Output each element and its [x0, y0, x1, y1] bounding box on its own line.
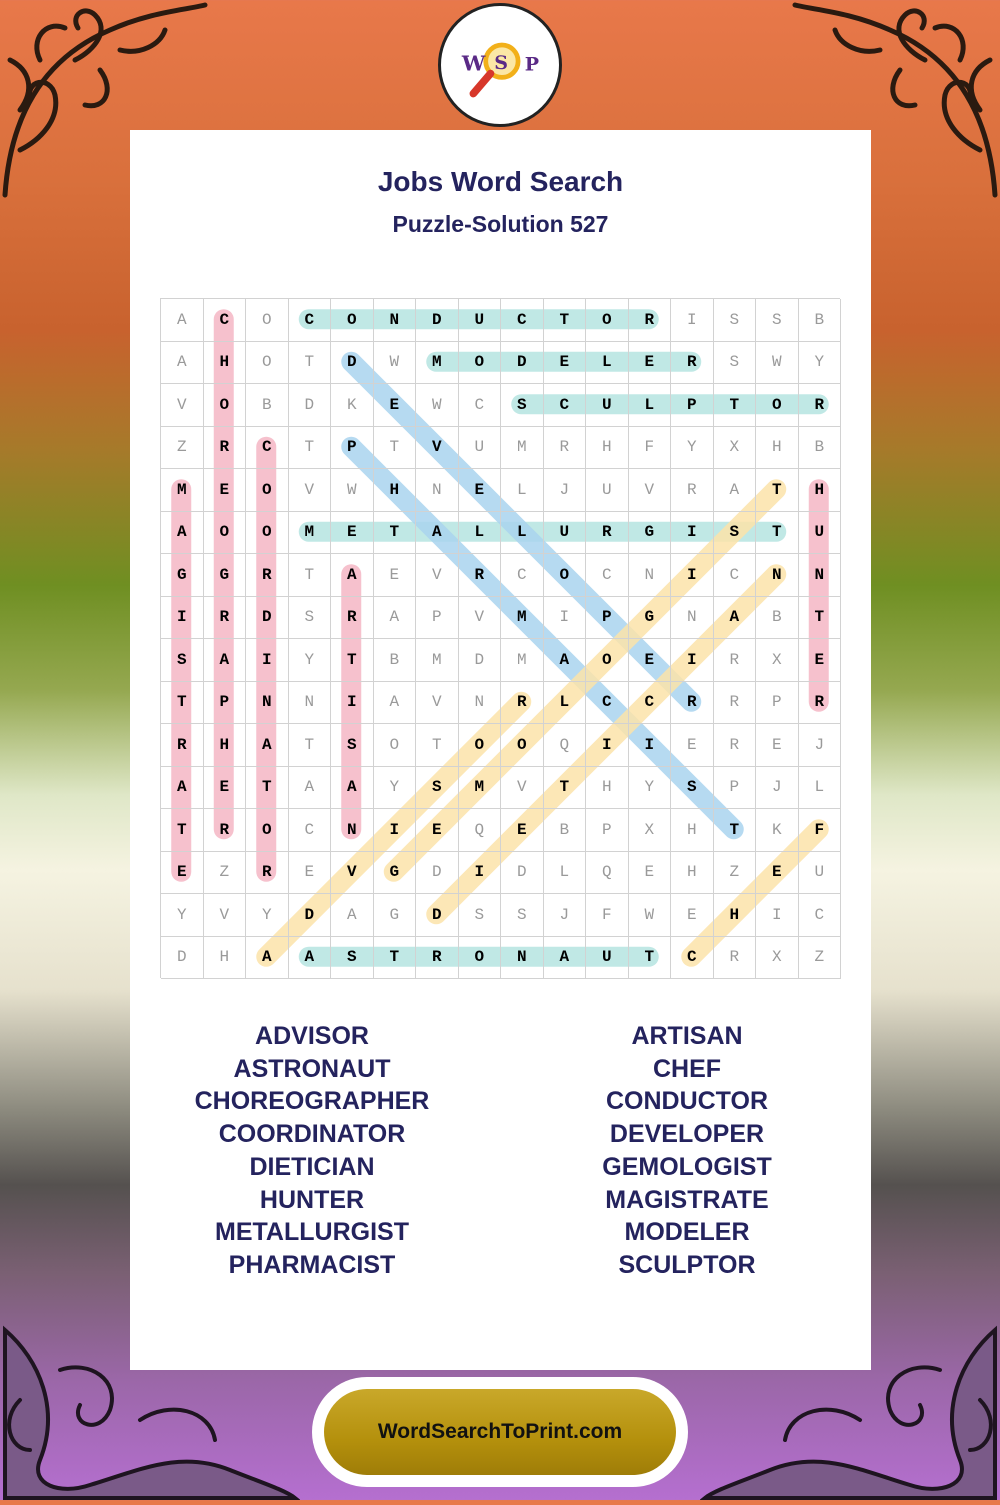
- grid-cell: T: [161, 809, 204, 852]
- grid-cell: O: [586, 299, 629, 342]
- grid-cell: O: [204, 384, 247, 427]
- grid-cell: A: [374, 682, 417, 725]
- grid-cell: B: [799, 427, 842, 470]
- footer-pill: [312, 1377, 688, 1487]
- grid-cell: Z: [714, 852, 757, 895]
- grid-cell: M: [416, 342, 459, 385]
- grid-cell: O: [501, 724, 544, 767]
- grid-cell: A: [161, 767, 204, 810]
- word-list-item: CONDUCTOR: [605, 1087, 769, 1116]
- grid-cell: F: [629, 427, 672, 470]
- grid-cell: N: [289, 682, 332, 725]
- grid-cell: D: [459, 639, 502, 682]
- grid-cell: D: [501, 852, 544, 895]
- word-list-item: ASTRONAUT: [233, 1054, 391, 1083]
- grid-cell: J: [544, 894, 587, 937]
- grid-cell: H: [586, 767, 629, 810]
- grid-cell: C: [714, 554, 757, 597]
- grid-cell: V: [204, 894, 247, 937]
- grid-cell: R: [629, 299, 672, 342]
- grid-cell: R: [204, 427, 247, 470]
- grid-cell: G: [629, 597, 672, 640]
- word-list-item: METALLURGIST: [215, 1218, 409, 1247]
- word-list-item: MODELER: [624, 1218, 750, 1247]
- grid-cell: R: [416, 937, 459, 980]
- grid-cell: T: [289, 427, 332, 470]
- word-list-item: HUNTER: [259, 1185, 365, 1214]
- grid-cell: M: [501, 427, 544, 470]
- grid-cell: D: [501, 342, 544, 385]
- grid-cell: B: [756, 597, 799, 640]
- grid-cell: W: [629, 894, 672, 937]
- grid-cell: D: [331, 342, 374, 385]
- grid-cell: O: [756, 384, 799, 427]
- grid-cell: N: [629, 554, 672, 597]
- grid-cell: S: [289, 597, 332, 640]
- grid-cell: S: [756, 299, 799, 342]
- grid-cell: T: [289, 554, 332, 597]
- grid-cell: O: [246, 512, 289, 555]
- grid-cell: R: [161, 724, 204, 767]
- grid-cell: F: [586, 894, 629, 937]
- grid-cell: O: [331, 299, 374, 342]
- grid-cell: Z: [161, 427, 204, 470]
- word-list-item: COORDINATOR: [218, 1120, 406, 1149]
- grid-cell: R: [586, 512, 629, 555]
- grid-cell: I: [671, 512, 714, 555]
- grid-cell: S: [501, 894, 544, 937]
- grid-cell: T: [629, 937, 672, 980]
- grid-cell: C: [289, 809, 332, 852]
- wsp-logo: [438, 3, 562, 127]
- grid-cell: N: [246, 682, 289, 725]
- grid-cell: T: [714, 384, 757, 427]
- grid-cell: I: [671, 554, 714, 597]
- grid-cell: O: [459, 342, 502, 385]
- grid-cell: Z: [799, 937, 842, 980]
- grid-cell: J: [544, 469, 587, 512]
- grid-cell: U: [544, 512, 587, 555]
- grid-cell: E: [374, 384, 417, 427]
- grid-cell: S: [459, 894, 502, 937]
- grid-cell: N: [416, 469, 459, 512]
- grid-cell: D: [289, 384, 332, 427]
- grid-cell: E: [289, 852, 332, 895]
- grid-cell: I: [756, 894, 799, 937]
- grid-cell: L: [501, 469, 544, 512]
- grid-cell: Y: [629, 767, 672, 810]
- grid-cell: R: [204, 809, 247, 852]
- grid-cell: O: [459, 937, 502, 980]
- grid-cell: P: [671, 384, 714, 427]
- grid-cell: N: [799, 554, 842, 597]
- grid-cell: D: [246, 597, 289, 640]
- grid-cell: R: [671, 342, 714, 385]
- grid-cell: T: [289, 342, 332, 385]
- word-list-item: ARTISAN: [631, 1022, 743, 1050]
- grid-cell: L: [501, 512, 544, 555]
- grid-cell: R: [714, 937, 757, 980]
- grid-cell: I: [459, 852, 502, 895]
- word-list-item: CHEF: [652, 1054, 722, 1083]
- grid-cell: G: [629, 512, 672, 555]
- grid-cell: A: [289, 767, 332, 810]
- grid-cell: U: [586, 384, 629, 427]
- grid-cell: A: [246, 724, 289, 767]
- grid-cell: C: [586, 682, 629, 725]
- grid-cell: W: [416, 384, 459, 427]
- grid-cell: E: [544, 342, 587, 385]
- grid-cell: W: [374, 342, 417, 385]
- grid-cell: T: [416, 724, 459, 767]
- grid-cell: A: [544, 937, 587, 980]
- grid-cell: A: [161, 299, 204, 342]
- grid-cell: E: [629, 852, 672, 895]
- grid-cell: D: [416, 852, 459, 895]
- grid-cell: N: [671, 597, 714, 640]
- grid-cell: H: [204, 937, 247, 980]
- grid-cell: F: [799, 809, 842, 852]
- grid-cell: C: [544, 384, 587, 427]
- grid-cell: S: [161, 639, 204, 682]
- grid-cell: C: [459, 384, 502, 427]
- page-subtitle: Puzzle-Solution 527: [392, 211, 609, 237]
- grid-cell: I: [331, 682, 374, 725]
- grid-cell: M: [501, 639, 544, 682]
- grid-cell: Y: [246, 894, 289, 937]
- grid-cell: I: [671, 299, 714, 342]
- grid-cell: H: [671, 852, 714, 895]
- grid-cell: X: [756, 639, 799, 682]
- grid-cell: U: [799, 852, 842, 895]
- grid-cell: W: [756, 342, 799, 385]
- grid-cell: G: [374, 852, 417, 895]
- grid-cell: T: [756, 512, 799, 555]
- grid-cell: H: [714, 894, 757, 937]
- grid-cell: E: [459, 469, 502, 512]
- grid-cell: V: [459, 597, 502, 640]
- grid-cell: Q: [586, 852, 629, 895]
- word-list-item: SCULPTOR: [618, 1250, 756, 1279]
- grid-cell: A: [544, 639, 587, 682]
- grid-cell: E: [629, 342, 672, 385]
- grid-cell: N: [331, 809, 374, 852]
- grid-cell: O: [459, 724, 502, 767]
- page-title: Jobs Word Search: [377, 166, 624, 197]
- grid-cell: X: [714, 427, 757, 470]
- grid-cell: G: [374, 894, 417, 937]
- website-link-button[interactable]: WordSearchToPrint.com: [324, 1389, 676, 1475]
- grid-cell: P: [204, 682, 247, 725]
- grid-cell: A: [714, 597, 757, 640]
- grid-cell: A: [161, 342, 204, 385]
- grid-cell: T: [374, 512, 417, 555]
- grid-cell: C: [629, 682, 672, 725]
- grid-cell: R: [459, 554, 502, 597]
- grid-cell: T: [161, 682, 204, 725]
- grid-cell: O: [246, 342, 289, 385]
- grid-cell: L: [544, 682, 587, 725]
- grid-cell: V: [416, 682, 459, 725]
- grid-cell: O: [246, 809, 289, 852]
- grid-cell: Y: [799, 342, 842, 385]
- grid-cell: B: [246, 384, 289, 427]
- grid-cell: C: [586, 554, 629, 597]
- grid-cell: T: [331, 639, 374, 682]
- grid-cell: E: [161, 852, 204, 895]
- grid-cell: M: [459, 767, 502, 810]
- grid-cell: R: [799, 384, 842, 427]
- grid-cell: N: [501, 937, 544, 980]
- grid-cell: T: [714, 809, 757, 852]
- grid-cell: H: [204, 724, 247, 767]
- grid-cell: U: [799, 512, 842, 555]
- grid-cell: H: [204, 342, 247, 385]
- grid-cell: E: [416, 809, 459, 852]
- grid-cell: L: [544, 852, 587, 895]
- grid-cell: P: [714, 767, 757, 810]
- grid-cell: T: [544, 767, 587, 810]
- grid-cell: V: [416, 554, 459, 597]
- grid-cell: D: [161, 937, 204, 980]
- grid-cell: A: [204, 639, 247, 682]
- grid-cell: C: [204, 299, 247, 342]
- grid-cell: M: [161, 469, 204, 512]
- grid-cell: S: [331, 937, 374, 980]
- grid-cell: I: [374, 809, 417, 852]
- grid-cell: C: [799, 894, 842, 937]
- grid-cell: H: [799, 469, 842, 512]
- grid-cell: B: [799, 299, 842, 342]
- grid-cell: M: [416, 639, 459, 682]
- grid-cell: E: [331, 512, 374, 555]
- grid-cell: C: [501, 299, 544, 342]
- grid-cell: E: [756, 724, 799, 767]
- grid-cell: V: [629, 469, 672, 512]
- grid-cell: O: [544, 554, 587, 597]
- grid-cell: E: [756, 852, 799, 895]
- grid-cell: Y: [161, 894, 204, 937]
- grid-cell: R: [544, 427, 587, 470]
- grid-cell: I: [671, 639, 714, 682]
- grid-cell: D: [416, 894, 459, 937]
- grid-cell: G: [204, 554, 247, 597]
- grid-cell: H: [671, 809, 714, 852]
- grid-cell: R: [671, 682, 714, 725]
- word-list-item: ADVISOR: [255, 1022, 369, 1050]
- grid-cell: A: [331, 894, 374, 937]
- logo-letter-p: P: [524, 53, 540, 76]
- grid-cell: E: [501, 809, 544, 852]
- grid-cell: V: [331, 852, 374, 895]
- grid-cell: R: [246, 554, 289, 597]
- grid-cell: M: [501, 597, 544, 640]
- grid-cell: V: [501, 767, 544, 810]
- puzzle-card: [130, 130, 871, 1370]
- grid-cell: U: [459, 299, 502, 342]
- grid-cell: J: [799, 724, 842, 767]
- grid-cell: A: [374, 597, 417, 640]
- grid-cell: Y: [374, 767, 417, 810]
- grid-cell: S: [714, 512, 757, 555]
- grid-cell: U: [586, 937, 629, 980]
- grid-cell: Q: [544, 724, 587, 767]
- grid-cell: R: [714, 639, 757, 682]
- grid-cell: R: [799, 682, 842, 725]
- grid-cell: S: [714, 342, 757, 385]
- grid-cell: O: [204, 512, 247, 555]
- grid-cell: H: [374, 469, 417, 512]
- grid-cell: W: [331, 469, 374, 512]
- grid-cell: P: [586, 597, 629, 640]
- grid-cell: N: [756, 554, 799, 597]
- grid-cell: A: [331, 554, 374, 597]
- grid-cell: A: [714, 469, 757, 512]
- grid-cell: V: [416, 427, 459, 470]
- grid-cell: U: [459, 427, 502, 470]
- grid-cell: C: [501, 554, 544, 597]
- word-list-item: MAGISTRATE: [605, 1185, 769, 1214]
- grid-cell: S: [714, 299, 757, 342]
- grid-cell: X: [629, 809, 672, 852]
- logo-letter-s: S: [494, 51, 509, 74]
- grid-cell: S: [501, 384, 544, 427]
- grid-cell: U: [586, 469, 629, 512]
- word-list-item: CHOREOGRAPHER: [194, 1087, 430, 1116]
- grid-cell: I: [586, 724, 629, 767]
- grid-cell: I: [161, 597, 204, 640]
- grid-cell: H: [756, 427, 799, 470]
- grid-cell: A: [161, 512, 204, 555]
- grid-cell: L: [799, 767, 842, 810]
- grid-cell: I: [246, 639, 289, 682]
- grid-cell: Y: [671, 427, 714, 470]
- grid-cell: I: [544, 597, 587, 640]
- grid-cell: Z: [204, 852, 247, 895]
- grid-cell: N: [374, 299, 417, 342]
- grid-cell: E: [204, 767, 247, 810]
- grid-cell: E: [671, 894, 714, 937]
- grid-cell: R: [714, 724, 757, 767]
- grid-cell: N: [459, 682, 502, 725]
- grid-cell: P: [331, 427, 374, 470]
- grid-cell: D: [416, 299, 459, 342]
- grid-cell: R: [671, 469, 714, 512]
- grid-cell: E: [799, 639, 842, 682]
- grid-cell: O: [586, 639, 629, 682]
- grid-cell: L: [629, 384, 672, 427]
- grid-cell: T: [799, 597, 842, 640]
- grid-cell: E: [374, 554, 417, 597]
- grid-cell: Y: [289, 639, 332, 682]
- grid-cell: T: [289, 724, 332, 767]
- grid-cell: V: [289, 469, 332, 512]
- grid-cell: R: [714, 682, 757, 725]
- grid-cell: B: [544, 809, 587, 852]
- grid-cell: A: [246, 937, 289, 980]
- grid-cell: K: [331, 384, 374, 427]
- grid-cell: O: [246, 469, 289, 512]
- logo-letter-w: W: [461, 50, 486, 76]
- grid-cell: A: [331, 767, 374, 810]
- grid-cell: P: [756, 682, 799, 725]
- grid-cell: V: [161, 384, 204, 427]
- word-list-item: PHARMACIST: [228, 1250, 396, 1279]
- grid-cell: R: [204, 597, 247, 640]
- grid-cell: P: [586, 809, 629, 852]
- grid-cell: A: [289, 937, 332, 980]
- grid-cell: S: [416, 767, 459, 810]
- grid-cell: H: [586, 427, 629, 470]
- grid-cell: R: [501, 682, 544, 725]
- word-list-item: DIETICIAN: [249, 1152, 375, 1181]
- word-list-item: DEVELOPER: [609, 1120, 765, 1149]
- word-list-item: GEMOLOGIST: [602, 1152, 772, 1181]
- grid-cell: J: [756, 767, 799, 810]
- grid-cell: S: [331, 724, 374, 767]
- grid-cell: X: [756, 937, 799, 980]
- grid-cell: C: [289, 299, 332, 342]
- grid-cell: P: [416, 597, 459, 640]
- grid-cell: T: [374, 427, 417, 470]
- grid-cell: I: [629, 724, 672, 767]
- grid-cell: R: [246, 852, 289, 895]
- grid-cell: T: [374, 937, 417, 980]
- grid-cell: L: [586, 342, 629, 385]
- grid-cell: E: [629, 639, 672, 682]
- grid-cell: T: [544, 299, 587, 342]
- word-search-grid: [160, 298, 840, 978]
- grid-cell: A: [416, 512, 459, 555]
- word-list-left: [147, 1020, 477, 1282]
- grid-cell: B: [374, 639, 417, 682]
- grid-cell: O: [374, 724, 417, 767]
- grid-cell: T: [756, 469, 799, 512]
- grid-cell: K: [756, 809, 799, 852]
- grid-cell: T: [246, 767, 289, 810]
- grid-cell: D: [289, 894, 332, 937]
- grid-cell: C: [671, 937, 714, 980]
- grid-cell: L: [459, 512, 502, 555]
- word-list-right: [522, 1020, 852, 1282]
- grid-cell: E: [671, 724, 714, 767]
- grid-cell: Q: [459, 809, 502, 852]
- grid-cell: R: [331, 597, 374, 640]
- grid-cell: S: [671, 767, 714, 810]
- grid-cell: E: [204, 469, 247, 512]
- grid-cell: O: [246, 299, 289, 342]
- grid-cell: M: [289, 512, 332, 555]
- grid-cell: C: [246, 427, 289, 470]
- grid-cell: G: [161, 554, 204, 597]
